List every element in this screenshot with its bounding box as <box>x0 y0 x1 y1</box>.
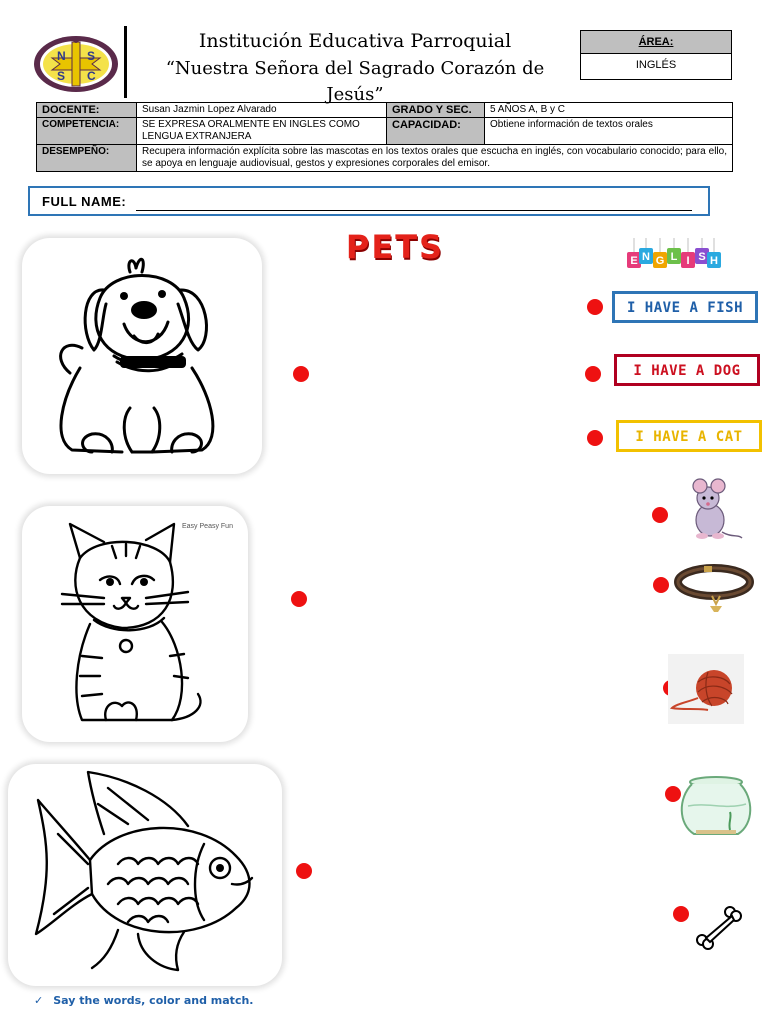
match-dot-mouse[interactable] <box>652 507 668 523</box>
match-dot-dog[interactable] <box>293 366 309 382</box>
grado-value: 5 AÑOS A, B y C <box>485 103 733 118</box>
table-row <box>37 145 733 172</box>
fish-picture-card <box>8 764 282 986</box>
header-divider <box>124 26 127 98</box>
badge-letter: S <box>698 251 706 263</box>
english-badge <box>624 238 724 278</box>
school-name: Institución Educativa Parroquial <box>198 30 512 52</box>
instruction <box>34 994 253 1007</box>
dog-collar-icon <box>674 560 754 620</box>
school-logo <box>32 32 120 94</box>
match-dot-fish[interactable] <box>296 863 312 879</box>
match-dot-cat[interactable] <box>291 591 307 607</box>
logo-letter-c: C <box>87 69 96 83</box>
checkmark-icon: ✓ <box>34 994 44 1007</box>
cat-watermark: Easy Peasy Fun <box>182 523 233 530</box>
area-label: ÁREA: <box>581 31 731 54</box>
phrase-i-have-a-cat: I HAVE A CAT <box>616 420 762 452</box>
badge-letter: I <box>686 255 690 267</box>
docente-value: Susan Jazmin Lopez Alvarado <box>137 103 387 118</box>
grado-label: GRADO Y SEC. <box>387 103 485 118</box>
docente-label: DOCENTE: <box>37 103 137 118</box>
match-dot-phrase-dog[interactable] <box>585 366 601 382</box>
worksheet-title: PETS <box>345 228 445 266</box>
phrase-i-have-a-fish: I HAVE A FISH <box>612 291 758 323</box>
school-motto: “Nuestra Señora del Sagrado Corazón de Jesús” <box>165 58 545 105</box>
table-row <box>37 103 733 118</box>
badge-letter: E <box>630 255 638 267</box>
capacidad-label: CAPACIDAD: <box>387 118 485 145</box>
desempeno-value: Recupera información explícita sobre las mascotas en los textos orales que escucha en inglés, con vocabulario conocido; para ello, se apoya en lenguaje audiovisual, gestos y expresiones corporales del emisor. <box>137 145 733 172</box>
logo-letter-n: N <box>57 49 66 63</box>
dog-picture-card <box>22 238 262 474</box>
fish-illustration <box>8 764 282 986</box>
badge-letter: N <box>642 251 650 263</box>
cat-picture-card <box>22 506 248 742</box>
match-dot-bone[interactable] <box>673 906 689 922</box>
match-dot-phrase-cat[interactable] <box>587 430 603 446</box>
match-dot-collar[interactable] <box>653 577 669 593</box>
mouse-icon <box>678 476 746 544</box>
area-box <box>580 30 732 80</box>
full-name-line[interactable] <box>136 210 692 211</box>
capacidad-value: Obtiene información de textos orales <box>485 118 733 145</box>
logo-letter-s1: S <box>87 49 96 63</box>
competencia-label: COMPETENCIA: <box>37 118 137 145</box>
cat-illustration <box>22 506 248 742</box>
phrase-i-have-a-dog: I HAVE A DOG <box>614 354 760 386</box>
table-row <box>37 118 733 145</box>
full-name-field[interactable] <box>28 186 710 216</box>
bone-icon <box>692 904 744 950</box>
logo-letter-s2: S <box>57 69 66 83</box>
badge-letter: L <box>670 251 678 263</box>
full-name-label: FULL NAME: <box>42 194 127 209</box>
badge-letter: G <box>655 255 665 267</box>
badge-letter: H <box>710 255 718 267</box>
match-dot-phrase-fish[interactable] <box>587 299 603 315</box>
area-value: INGLÉS <box>635 59 677 71</box>
yarn-ball-icon <box>668 654 744 724</box>
instruction-text: Say the words, color and match. <box>53 994 254 1007</box>
desempeno-label: DESEMPEÑO: <box>37 145 137 172</box>
info-table <box>36 102 733 172</box>
competencia-value: SE EXPRESA ORALMENTE EN INGLES COMO LENGUA EXTRANJERA <box>137 118 387 145</box>
fishbowl-icon <box>678 774 756 840</box>
dog-illustration <box>22 238 262 474</box>
